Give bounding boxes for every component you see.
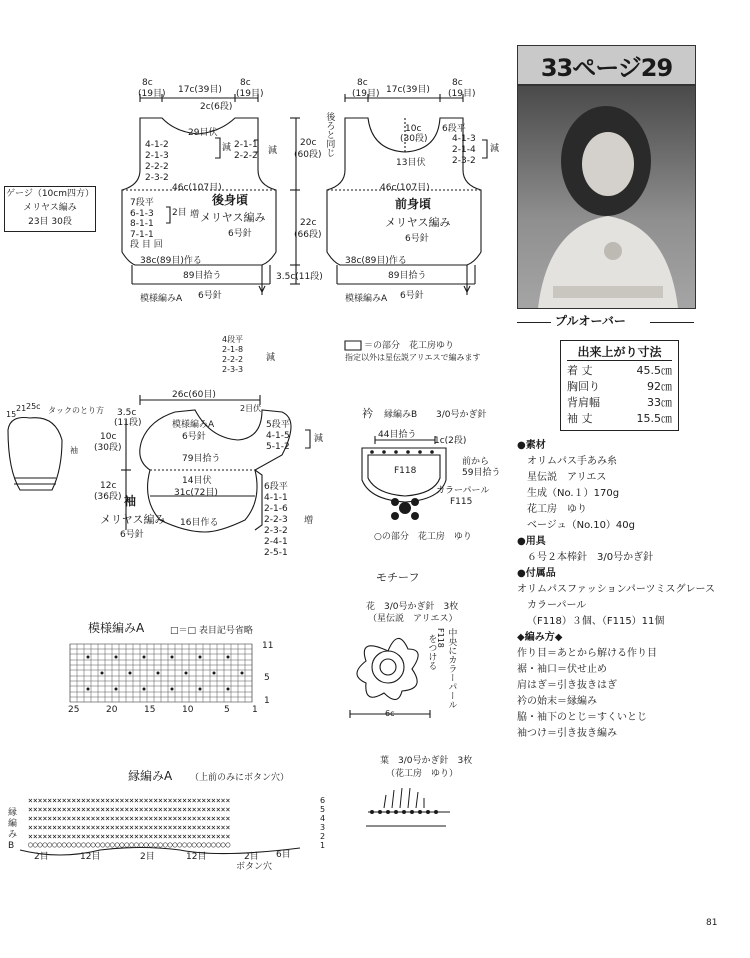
page-number: 81 bbox=[706, 918, 718, 928]
svg-text:××××××××××××××××××××××××××××××: ×××××××××××××××××××××××××××××××××××××××××× bbox=[28, 814, 231, 823]
svg-text:××××××××××××××××××××××××××××××: ×××××××××××××××××××××××××××××××××××××××××× bbox=[28, 796, 231, 805]
size-row: 着 丈 45.5㎝ bbox=[567, 364, 672, 377]
svg-text:××××××××××××××××××××××××××××××: ×××××××××××××××××××××××××××××××××××××××××× bbox=[28, 832, 231, 841]
size-row: 胸回り 92㎝ bbox=[567, 380, 672, 393]
svg-text:××××××××××××××××××××××××××××××: ×××××××××××××××××××××××××××××××××××××××××× bbox=[28, 823, 231, 832]
yarn-heading: ●素材 bbox=[517, 440, 546, 451]
sizes-title: 出来上がり寸法 bbox=[567, 343, 672, 361]
parts-heading: ●付属品 bbox=[517, 568, 556, 579]
page-reference-title: 33ページ29 bbox=[517, 45, 696, 85]
method-heading: ◆編み方◆ bbox=[517, 632, 563, 643]
size-row: 袖 丈 15.5㎝ bbox=[567, 412, 672, 425]
item-name: プルオーバー bbox=[555, 314, 626, 328]
finished-sizes-table bbox=[560, 340, 679, 431]
materials-list: ●素材 オリムパス手あみ糸 星伝説 アリエス 生成（No.１）170g 花工房 ゆり ベージュ（No.10）40g ●用具 ６号２本棒針 3/0号かぎ針 ●付属品 オリムパスファッションパーツミスグレース カラーパール （F118）３個、（F115）11個 ◆編み方◆ 作り目＝あとから解ける作り目 裾・袖口＝伏せ止め 肩はぎ＝引き抜きはぎ 衿の始末＝縁編み 脇・袖下のとじ＝すくいとじ 袖つけ＝引き抜き編み bbox=[517, 438, 737, 742]
swatch-legend: ＝の部分 花工房ゆり bbox=[364, 341, 455, 351]
gauge-box: ゲージ（10cm四方） メリヤス編み 23目 30段 bbox=[4, 186, 96, 232]
item-name-rule-right bbox=[650, 322, 694, 323]
tools-heading: ●用具 bbox=[517, 536, 546, 547]
model-photo bbox=[517, 85, 696, 309]
svg-text:○○○○○○○○○○○○○○○○○○○○○○○○○○○○○○: ○○○○○○○○○○○○○○○○○○○○○○○○○○○○○○○○○○○○○○○○○○ bbox=[28, 840, 231, 849]
item-name-rule-left bbox=[517, 322, 551, 323]
svg-text:××××××××××××××××××××××××××××××: ×××××××××××××××××××××××××××××××××××××××××× bbox=[28, 805, 231, 814]
size-row: 背肩幅 33㎝ bbox=[567, 396, 672, 409]
yarn-legend: 指定以外は星伝説アリエスで編みます bbox=[345, 353, 481, 362]
